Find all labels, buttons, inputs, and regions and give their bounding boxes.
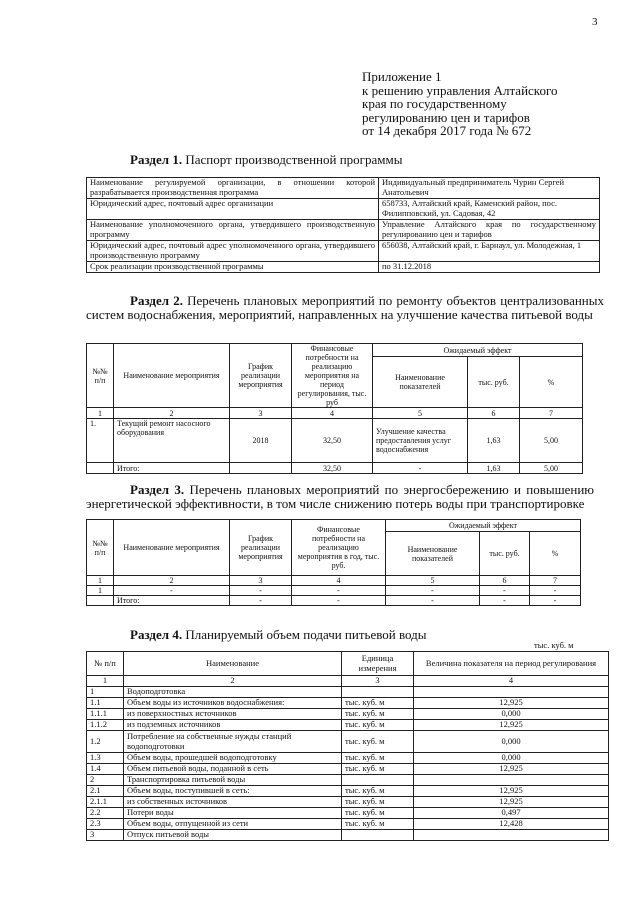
cell: - (114, 586, 230, 596)
cell-num: 1.1.1 (87, 709, 124, 720)
table-row (87, 241, 600, 262)
cell: - (530, 596, 581, 606)
passport-value: Управление Алтайского края по государственному регулированию цен и тарифов (379, 220, 600, 241)
cell-name: Объем воды, поступившей в сеть: (124, 786, 342, 797)
column-header: График реализации мероприятия (230, 344, 292, 408)
cell: - (480, 586, 530, 596)
table-row (87, 220, 600, 241)
passport-label: Наименование регулируемой организации, в отношении которой разрабатывается производственная программа (87, 178, 379, 199)
section2-title: Перечень плановых мероприятий по ремонту объектов централизованных систем водоснабжения, мероприятий, направленных на улучшение качества питьевой воды (86, 293, 604, 322)
page-number: 3 (592, 16, 598, 28)
cell-name: из собственных источников (124, 797, 342, 808)
cell-num: 1.2 (87, 731, 124, 753)
column-number: 2 (114, 576, 230, 586)
section3-label: Раздел 3. (130, 482, 185, 497)
column-header: Финансовые потребности на реализацию мероприятия в год, тыс. руб. (292, 520, 386, 576)
cell-name: Потребление на собственные нужды станций водоподготовки (124, 731, 342, 753)
cell-name: Водоподготовка (124, 687, 342, 698)
cell-unit: тыс. куб. м (342, 753, 414, 764)
table-row (87, 753, 609, 764)
appendix-header (362, 70, 557, 138)
cell: 5,00 (520, 419, 583, 463)
section2-heading (86, 294, 604, 322)
table-row (87, 652, 609, 676)
cell: - (386, 596, 480, 606)
cell: Итого: (114, 596, 230, 606)
cell-unit (342, 830, 414, 841)
passport-value: Индивидуальный предприниматель Чурин Сергей Анатольевич (379, 178, 600, 199)
cell (87, 463, 114, 474)
column-number: 5 (386, 576, 480, 586)
appendix-line: от 14 декабря 2017 года № 672 (362, 123, 532, 138)
cell-name: из подземных источников (124, 720, 342, 731)
column-header: Финансовые потребности на реализацию мероприятия на период регулирования, тыс. руб (292, 344, 373, 408)
column-number: 6 (480, 576, 530, 586)
section1-label: Раздел 1. (130, 152, 183, 167)
passport-value: 656038, Алтайский край, г. Барнаул, ул. Молодежная, 1 (379, 241, 600, 262)
cell-unit: тыс. куб. м (342, 819, 414, 830)
appendix-line: Приложение 1 (362, 69, 442, 84)
table-row (87, 797, 609, 808)
cell-unit: тыс. куб. м (342, 797, 414, 808)
cell-value: 12,925 (414, 720, 609, 731)
column-number: 3 (342, 676, 414, 687)
section3-title: Перечень плановых мероприятий по энергосбережению и повышению энергетической эффективности, в том числе снижению потерь воды при транспортировке (86, 482, 594, 511)
cell-name: из поверхностных источников (124, 709, 342, 720)
column-number: 4 (292, 576, 386, 586)
cell-name: Объем питьевой воды, поданной в сеть (124, 764, 342, 775)
column-number: 7 (520, 408, 583, 419)
section1-heading (130, 152, 402, 168)
cell-unit: тыс. куб. м (342, 731, 414, 753)
cell-value: 0,000 (414, 731, 609, 753)
cell-value: 12,925 (414, 698, 609, 709)
cell: 1,63 (468, 463, 520, 474)
column-number: 1 (87, 576, 114, 586)
cell-value: 12,925 (414, 797, 609, 808)
cell: - (386, 586, 480, 596)
section3-heading (86, 483, 594, 511)
cell-unit: тыс. куб. м (342, 709, 414, 720)
appendix-line: края по государственному (362, 96, 507, 111)
passport-label: Юридический адрес, почтовый адрес уполномоченного органа, утвердившего производственную программу (87, 241, 379, 262)
cell: - (292, 596, 386, 606)
column-header: Единица измерения (342, 652, 414, 676)
cell: - (292, 586, 386, 596)
cell-num: 2.1.1 (87, 797, 124, 808)
cell-unit (342, 775, 414, 786)
cell-name: Объем воды, прошедшей водоподготовку (124, 753, 342, 764)
passport-value: 658733, Алтайский край, Каменский район, пос. Филипповский, ул. Садовая, 42 (379, 199, 600, 220)
cell-num: 2.2 (87, 808, 124, 819)
column-number-row (87, 676, 609, 687)
cell-value (414, 687, 609, 698)
column-number: 1 (87, 676, 124, 687)
cell-value: 12,925 (414, 786, 609, 797)
column-number: 6 (468, 408, 520, 419)
passport-value: по 31.12.2018 (379, 262, 600, 273)
cell-num: 1.1 (87, 698, 124, 709)
table-row (87, 687, 609, 698)
cell-value (414, 830, 609, 841)
repair-measures-table (86, 343, 583, 474)
column-header: №№ п/п (87, 344, 114, 408)
column-header: №№ п/п (87, 520, 114, 576)
passport-label: Наименование уполномоченного органа, утвердившего производственную программу (87, 220, 379, 241)
column-number: 3 (230, 576, 292, 586)
cell-value (414, 775, 609, 786)
cell: 1,63 (468, 419, 520, 463)
cell: 5,00 (520, 463, 583, 474)
cell: Итого: (114, 463, 230, 474)
table-row (87, 819, 609, 830)
cell: Текущий ремонт насосного оборудования (114, 419, 230, 463)
column-number: 4 (414, 676, 609, 687)
column-number: 5 (373, 408, 468, 419)
cell-value: 12,428 (414, 819, 609, 830)
table-row (87, 720, 609, 731)
cell: 1 (87, 586, 114, 596)
section1-title: Паспорт производственной программы (185, 152, 403, 167)
cell: - (230, 586, 292, 596)
column-header: Наименование (124, 652, 342, 676)
cell-unit: тыс. куб. м (342, 720, 414, 731)
cell (230, 463, 292, 474)
passport-table (86, 177, 600, 273)
cell-unit: тыс. куб. м (342, 786, 414, 797)
column-number: 3 (230, 408, 292, 419)
column-header: % (520, 357, 583, 408)
section2-label: Раздел 2. (130, 293, 183, 308)
cell-num: 1.3 (87, 753, 124, 764)
cell: Улучшение качества предоставления услуг водоснабжения (373, 419, 468, 463)
column-number: 1 (87, 408, 114, 419)
table-row (87, 808, 609, 819)
table-row (87, 419, 583, 463)
column-number: 7 (530, 576, 581, 586)
column-header: тыс. руб. (480, 532, 530, 576)
cell-num: 2.3 (87, 819, 124, 830)
cell-name: Объем воды из источников водоснабжения: (124, 698, 342, 709)
cell-name: Потери воды (124, 808, 342, 819)
cell-name: Транспортировка питьевой воды (124, 775, 342, 786)
table-row (87, 199, 600, 220)
cell: - (480, 596, 530, 606)
section4-heading (130, 627, 427, 643)
column-header: Наименование показателей (373, 357, 468, 408)
cell-value: 0,497 (414, 808, 609, 819)
cell: 1. (87, 419, 114, 463)
cell-num: 1.1.2 (87, 720, 124, 731)
cell-unit: тыс. куб. м (342, 808, 414, 819)
table-row (87, 520, 581, 532)
table-row (87, 775, 609, 786)
cell: - (530, 586, 581, 596)
column-header: Наименование мероприятия (114, 344, 230, 408)
cell-unit (342, 687, 414, 698)
cell-value: 12,925 (414, 764, 609, 775)
column-header: % (530, 532, 581, 576)
passport-label: Срок реализации производственной программы (87, 262, 379, 273)
energy-saving-table (86, 519, 581, 606)
column-header: № п/п (87, 652, 124, 676)
column-number: 2 (114, 408, 230, 419)
column-header: Наименование показателей (386, 532, 480, 576)
unit-note: тыс. куб. м (534, 640, 574, 650)
column-header: тыс. руб. (468, 357, 520, 408)
table-row (87, 262, 600, 273)
table-row (87, 830, 609, 841)
cell-num: 3 (87, 830, 124, 841)
cell-name: Отпуск питьевой воды (124, 830, 342, 841)
passport-label: Юридический адрес, почтовый адрес организации (87, 199, 379, 220)
appendix-line: к решению управления Алтайского (362, 82, 558, 98)
cell-num: 2.1 (87, 786, 124, 797)
table-row (87, 178, 600, 199)
column-header: Ожидаемый эффект (373, 344, 583, 357)
cell-name: Объем воды, отпущенной из сети (124, 819, 342, 830)
cell (87, 596, 114, 606)
table-row (87, 344, 583, 357)
appendix-line: регулированию цен и тарифов (362, 109, 530, 125)
cell: - (373, 463, 468, 474)
cell: 2018 (230, 419, 292, 463)
table-row (87, 764, 609, 775)
cell-num: 1.4 (87, 764, 124, 775)
cell: - (230, 596, 292, 606)
table-row (87, 586, 581, 596)
table-row (87, 698, 609, 709)
section4-label: Раздел 4. (130, 627, 183, 642)
table-row (87, 731, 609, 753)
table-row (87, 786, 609, 797)
water-supply-rows (87, 687, 609, 841)
column-header: График реализации мероприятия (230, 520, 292, 576)
cell-value: 0,000 (414, 753, 609, 764)
column-number-row (87, 408, 583, 419)
cell-value: 0,000 (414, 709, 609, 720)
water-supply-table (86, 651, 609, 841)
total-row (87, 463, 583, 474)
column-number: 4 (292, 408, 373, 419)
table-row (87, 709, 609, 720)
column-number: 2 (124, 676, 342, 687)
total-row (87, 596, 581, 606)
cell: 32,50 (292, 419, 373, 463)
cell-unit: тыс. куб. м (342, 698, 414, 709)
cell-num: 2 (87, 775, 124, 786)
cell-unit: тыс. куб. м (342, 764, 414, 775)
cell-num: 1 (87, 687, 124, 698)
cell: 32,50 (292, 463, 373, 474)
column-header: Ожидаемый эффект (386, 520, 581, 532)
column-header: Наименование мероприятия (114, 520, 230, 576)
column-number-row (87, 576, 581, 586)
section4-title: Планируемый объем подачи питьевой воды (185, 627, 427, 642)
column-header: Величина показателя на период регулирования (414, 652, 609, 676)
